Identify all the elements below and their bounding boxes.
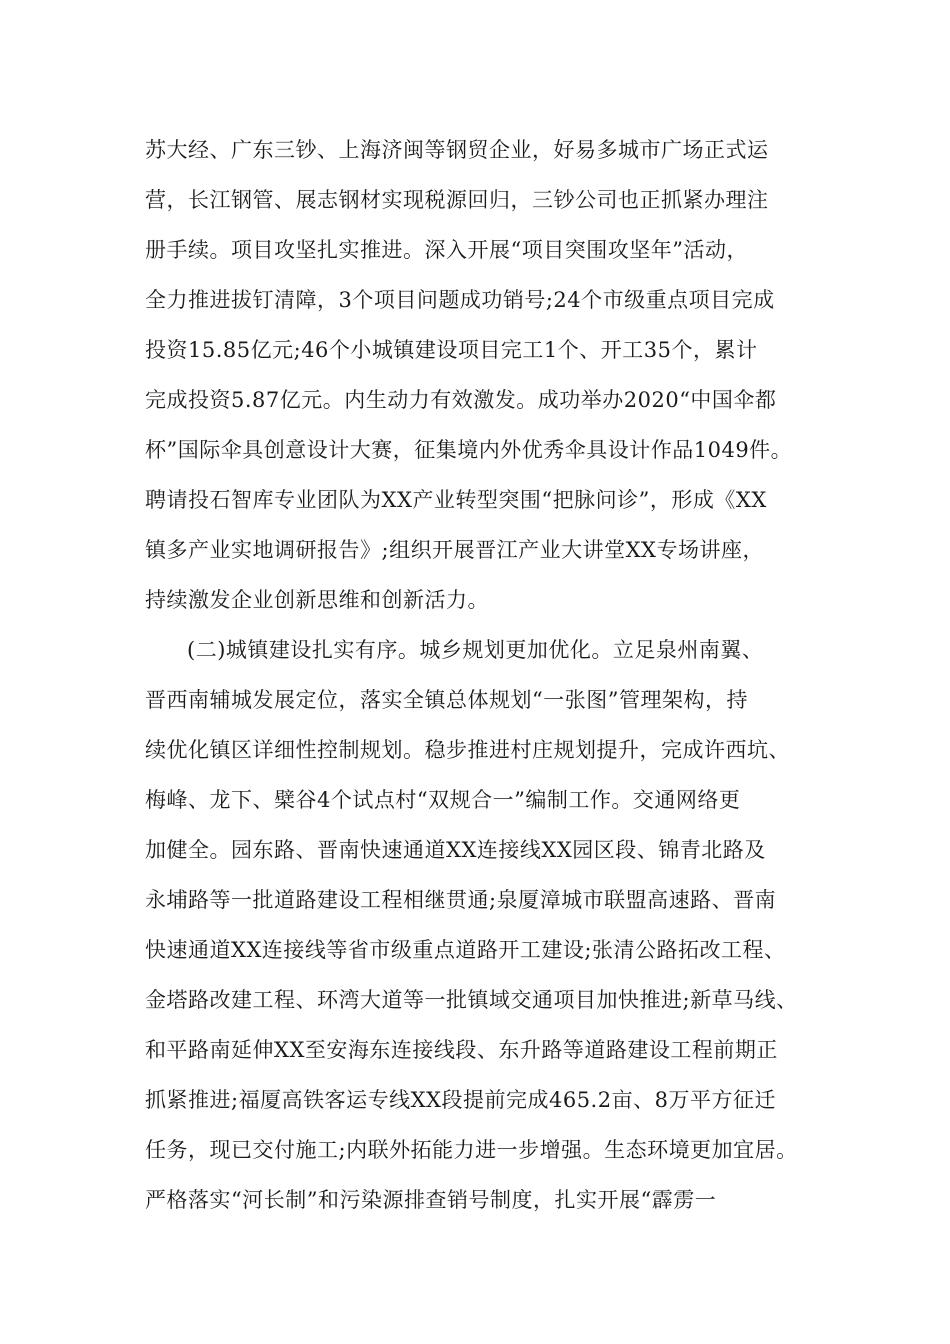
text-line: 金塔路改建工程、环湾大道等一批镇域交通项目加快推进;新草马线、 [145,988,798,1012]
text-line: 永埔路等一批道路建设工程相继贯通;泉厦漳城市联盟高速路、晋南 [145,888,777,912]
text-line: 杯”国际伞具创意设计大赛，征集境内外优秀伞具设计作品1049件。 [145,438,793,462]
text-line: 聘请投石智库专业团队为XX产业转型突围“把脉问诊”，形成《XX [145,488,767,512]
text-line: 持续激发企业创新思维和创新活力。 [145,588,489,612]
text-line: 苏大经、广东三钞、上海济闽等钢贸企业，好易多城市广场正式运 [145,138,769,162]
text-line: 抓紧推进;福厦高铁客运专线XX段提前完成465.2亩、8万平方征迁 [145,1088,776,1112]
text-line: 严格落实“河长制”和污染源排查销号制度，扎实开展“霹雳一 [145,1188,717,1212]
text-line: 快速通道XX连接线等省市级重点道路开工建设;张清公路拓改工程、 [145,938,786,962]
text-line: 全力推进拔钉清障，3个项目问题成功销号;24个市级重点项目完成 [145,288,775,312]
text-line: 和平路南延伸XX至安海东连接线段、东升路等道路建设工程前期正 [145,1038,778,1062]
text-line: 加健全。园东路、晋南快速通道XX连接线XX园区段、锦青北路及 [145,838,766,862]
text-line: 晋西南辅城发展定位，落实全镇总体规划“一张图”管理架构，持 [145,688,748,712]
paragraph-start-line: (二)城镇建设扎实有序。城乡规划更加优化。立足泉州南翼、 [187,638,764,662]
text-line: 续优化镇区详细性控制规划。稳步推进村庄规划提升，完成许西坑、 [145,738,790,762]
text-line: 册手续。项目攻坚扎实推进。深入开展“项目突围攻坚年”活动， [145,238,748,262]
text-line: 梅峰、龙下、檗谷4个试点村“双规合一”编制工作。交通网络更 [145,788,741,812]
text-line: 完成投资5.87亿元。内生动力有效激发。成功举办2020“中国伞都 [145,388,777,412]
text-line: 镇多产业实地调研报告》;组织开展晋江产业大讲堂XX专场讲座， [145,538,764,562]
text-line: 投资15.85亿元;46个小城镇建设项目完工1个、开工35个，累计 [145,338,758,362]
text-line: 营，长江钢管、展志钢材实现税源回归，三钞公司也正抓紧办理注 [145,188,769,212]
text-line: 任务，现已交付施工;内联外拓能力进一步增强。生态环境更加宜居。 [145,1138,798,1162]
